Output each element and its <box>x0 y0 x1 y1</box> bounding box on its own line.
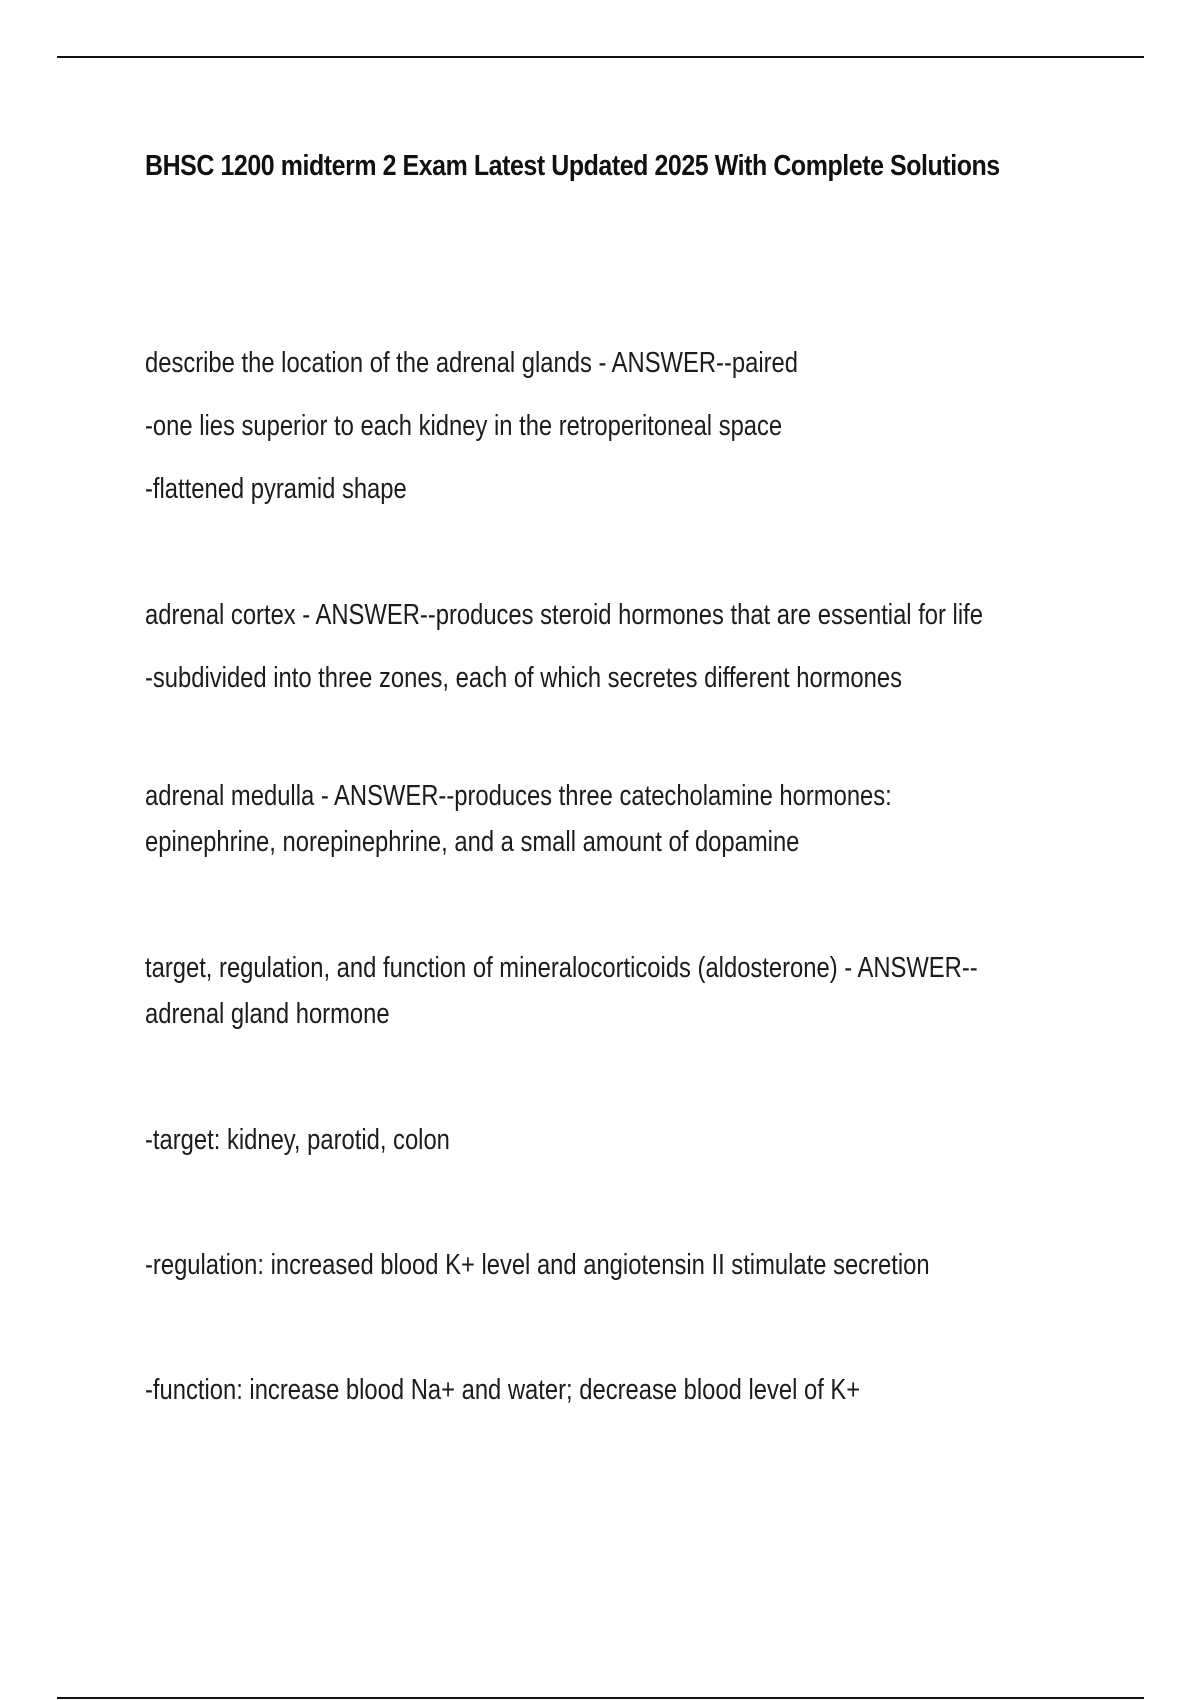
bottom-divider <box>57 1697 1144 1699</box>
qa-block-adrenal-cortex <box>145 584 983 710</box>
qa-line: adrenal gland hormone <box>145 998 390 1030</box>
qa-line: -subdivided into three zones, each of which secretes different hormones <box>145 662 903 694</box>
qa-line: adrenal medulla - ANSWER--produces three catecholamine hormones: <box>145 780 892 812</box>
document-title: BHSC 1200 midterm 2 Exam Latest Updated 2025 With Complete Solutions <box>145 150 1000 182</box>
qa-line: -flattened pyramid shape <box>145 473 407 505</box>
qa-block-function <box>145 1367 860 1413</box>
qa-line: -function: increase blood Na+ and water; decrease blood level of K+ <box>145 1374 861 1406</box>
qa-line: -regulation: increased blood K+ level and angiotensin II stimulate secretion <box>145 1249 930 1281</box>
qa-block-adrenal-medulla <box>145 773 892 865</box>
qa-block-adrenal-location <box>145 332 798 521</box>
qa-line: -target: kidney, parotid, colon <box>145 1124 450 1156</box>
qa-line: target, regulation, and function of mineralocorticoids (aldosterone) - ANSWER-- <box>145 952 978 984</box>
qa-block-mineralocorticoids <box>145 945 978 1037</box>
qa-line: epinephrine, norepinephrine, and a small amount of dopamine <box>145 826 800 858</box>
qa-block-target <box>145 1117 450 1163</box>
qa-line: describe the location of the adrenal glands - ANSWER--paired <box>145 347 798 379</box>
top-divider <box>57 56 1144 58</box>
qa-line: adrenal cortex - ANSWER--produces steroid hormones that are essential for life <box>145 599 983 631</box>
qa-line: -one lies superior to each kidney in the retroperitoneal space <box>145 410 783 442</box>
qa-block-regulation <box>145 1242 930 1288</box>
